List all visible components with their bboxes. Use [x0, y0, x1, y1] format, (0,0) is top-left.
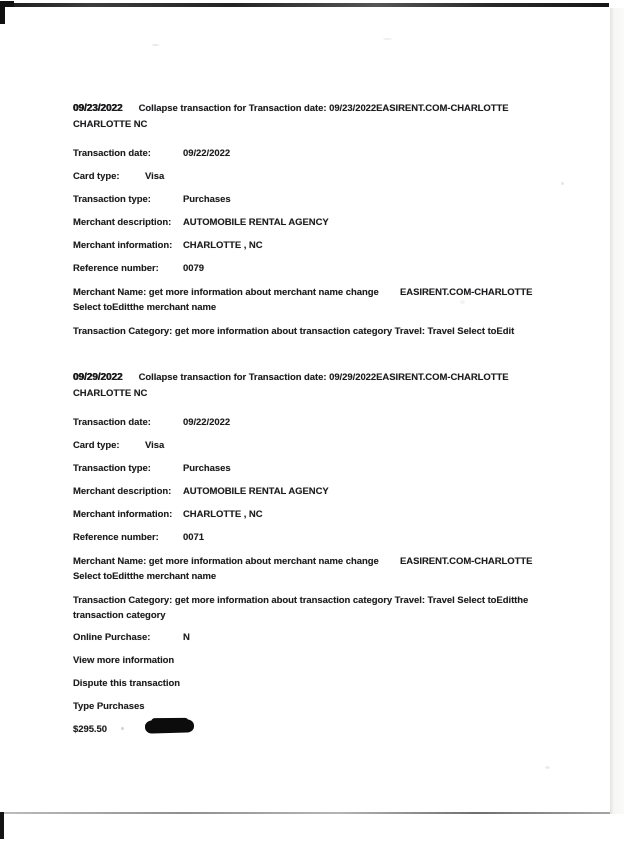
merchant-name-edit-text: Select toEditthe merchant name: [73, 571, 217, 582]
field-transaction-type: [73, 193, 588, 206]
field-value: 09/22/2022: [183, 148, 231, 159]
field-reference-number: [73, 531, 588, 544]
field-reference-number: [73, 262, 588, 275]
merchant-name-label: Merchant Name: get more information about merchant name change: [73, 556, 379, 567]
field-value: CHARLOTTE , NC: [183, 509, 263, 520]
post-date: 09/29/2022: [73, 372, 123, 383]
field-online-purchase: [73, 631, 588, 644]
collapse-transaction-text-line2: CHARLOTTE NC: [73, 119, 148, 130]
collapse-transaction-text: Collapse transaction for Transaction date: 09/29/2022EASIRENT.COM-CHARLOTTE: [138, 372, 509, 383]
document-content: [73, 101, 588, 746]
field-card-type: [73, 439, 588, 452]
merchant-name-value: EASIRENT.COM-CHARLOTTE: [400, 287, 533, 298]
merchant-name-paragraph: [73, 554, 588, 584]
field-value: Purchases: [183, 194, 231, 205]
field-label: Card type:: [73, 440, 120, 451]
field-value: Visa: [145, 440, 165, 451]
field-card-type: [73, 170, 588, 183]
collapse-transaction-text: Collapse transaction for Transaction date: 09/23/2022EASIRENT.COM-CHARLOTTE: [138, 103, 509, 114]
scan-speck: [152, 44, 159, 46]
field-label: Reference number:: [73, 263, 159, 274]
redaction-mark: [145, 719, 194, 733]
merchant-name-paragraph: [73, 285, 588, 315]
field-label: Transaction date:: [73, 148, 151, 159]
scan-corner-mark-bottom-left: [0, 812, 4, 839]
scan-corner-mark-top-left-vertical: [0, 1, 5, 24]
field-merchant-description: [73, 485, 588, 498]
view-more-information-link: View more information: [73, 655, 175, 666]
field-value: CHARLOTTE , NC: [183, 240, 263, 251]
field-merchant-information: [73, 239, 588, 252]
field-value: 09/22/2022: [183, 417, 231, 428]
transaction-category-paragraph: [73, 593, 588, 623]
field-label: Merchant information:: [73, 240, 173, 251]
transaction-block-2: [73, 370, 588, 736]
field-merchant-description: [73, 216, 588, 229]
field-label: Merchant description:: [73, 217, 172, 228]
transaction-footer: [73, 631, 588, 736]
amount-row: [73, 723, 588, 736]
field-label: Online Purchase:: [73, 632, 151, 643]
field-value: N: [183, 632, 190, 643]
transaction-block-1: [73, 101, 588, 339]
field-label: Transaction date:: [73, 417, 151, 428]
field-value: Purchases: [183, 463, 231, 474]
field-value: AUTOMOBILE RENTAL AGENCY: [183, 486, 329, 497]
field-transaction-type: [73, 462, 588, 475]
scan-edge-bottom: [0, 812, 612, 814]
dispute-this-transaction-link: Dispute this transaction: [73, 678, 181, 689]
transaction-header: [73, 101, 588, 133]
post-date: 09/23/2022: [73, 103, 123, 114]
field-value: Visa: [145, 171, 165, 182]
field-transaction-date: [73, 147, 588, 160]
transaction-category-text-line2: transaction category: [73, 610, 166, 621]
field-value: AUTOMOBILE RENTAL AGENCY: [183, 217, 329, 228]
page-edge-shadow-right: [610, 8, 624, 814]
merchant-name-value: EASIRENT.COM-CHARLOTTE: [400, 556, 533, 567]
field-transaction-date: [73, 416, 588, 429]
field-label: Reference number:: [73, 532, 159, 543]
field-label: Card type:: [73, 171, 120, 182]
merchant-name-edit-text: Select toEditthe merchant name: [73, 302, 217, 313]
field-label: Merchant description:: [73, 486, 172, 497]
field-value: 0071: [183, 532, 204, 543]
field-label: Transaction type:: [73, 194, 151, 205]
scan-edge-top: [0, 3, 609, 7]
field-label: Merchant information:: [73, 509, 173, 520]
merchant-name-label: Merchant Name: get more information about merchant name change: [73, 287, 379, 298]
collapse-transaction-text-line2: CHARLOTTE NC: [73, 388, 148, 399]
field-label: Transaction type:: [73, 463, 151, 474]
transaction-category-text: Transaction Category: get more information about transaction category Travel: Travel Select toEdit: [73, 326, 515, 337]
amount-value: $295.50: [73, 724, 107, 735]
field-merchant-information: [73, 508, 588, 521]
scan-speck: [383, 38, 392, 40]
scan-speck: [545, 766, 550, 769]
transaction-header: [73, 370, 588, 402]
transaction-category-text: Transaction Category: get more information about transaction category Travel: Travel Select toEditthe: [73, 595, 529, 606]
field-value: 0079: [183, 263, 204, 274]
transaction-category-paragraph: [73, 324, 588, 339]
type-purchases-text: Type Purchases: [73, 701, 145, 712]
